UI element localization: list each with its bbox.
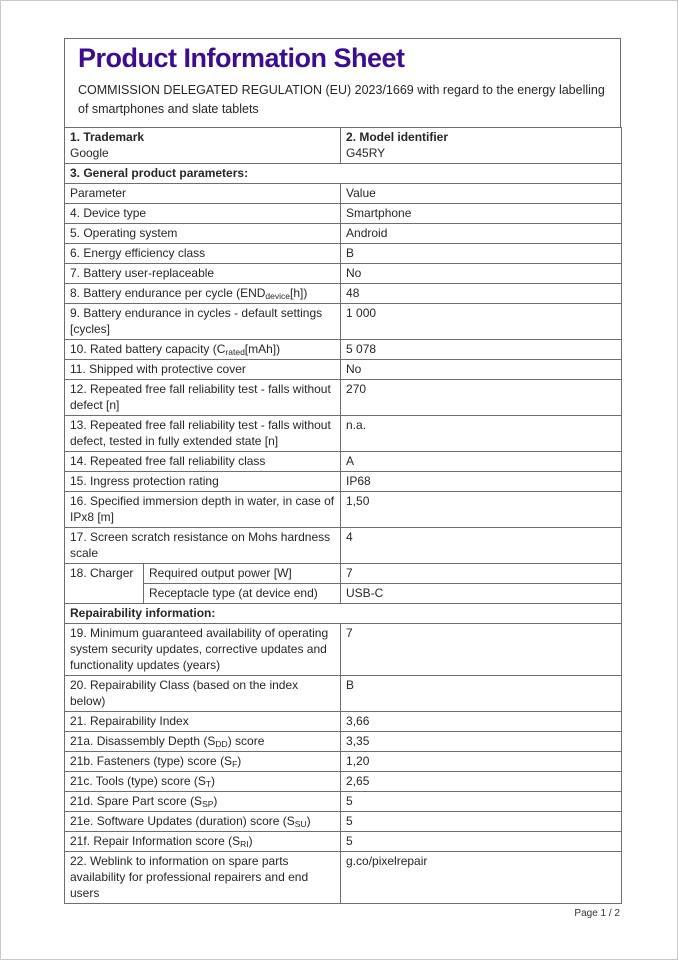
row-scratch-resistance [65,527,622,563]
row-repairability-class [65,675,622,711]
section-repairability-label: Repairability information: [65,603,622,623]
parameter-text: 21d. Spare Part score (S [70,793,203,808]
value-cell: USB-C [341,583,622,603]
value-cell: 48 [341,283,622,303]
parameter-text: ) [248,833,253,848]
parameter-cell: 19. Minimum guaranteed availability of operating system security updates, corrective updates and functionality updates (years) [65,623,341,675]
parameter-subscript: T [205,778,212,789]
value-cell: 1,50 [341,491,622,527]
row-os-updates-availability [65,623,622,675]
parameter-cell: 5. Operating system [65,223,341,243]
parameter-subscript: RI [240,838,249,849]
parameter-cell: 14. Repeated free fall reliability class [65,451,341,471]
row-free-fall-test-extended [65,415,622,451]
value-cell: 270 [341,379,622,415]
parameter-text: 21a. Disassembly Depth (S [70,733,216,748]
parameter-cell [65,283,341,303]
section-general-parameters [65,163,622,183]
parameter-cell: 16. Specified immersion depth in water, in case of IPx8 [m] [65,491,341,527]
weblink-value: g.co/pixelrepair [341,851,622,903]
parameter-cell: 6. Energy efficiency class [65,243,341,263]
value-cell: 5 078 [341,339,622,359]
parameter-cell: 11. Shipped with protective cover [65,359,341,379]
value-cell: 1 000 [341,303,622,339]
parameter-subscript: device [265,290,290,301]
value-cell: No [341,359,622,379]
parameter-text: 21c. Tools (type) score (S [70,773,206,788]
page-title: Product Information Sheet [78,43,405,73]
row-free-fall-class [65,451,622,471]
model-identifier-cell [341,127,622,163]
trademark-value: Google [70,145,109,160]
value-cell: A [341,451,622,471]
parameter-cell: 17. Screen scratch resistance on Mohs hardness scale [65,527,341,563]
row-rated-battery-capacity [65,339,622,359]
parameter-text: ) [237,753,242,768]
parameter-subscript: SP [202,798,214,809]
parameter-cell: 9. Battery endurance in cycles - default settings [cycles] [65,303,341,339]
parameter-text: ) [213,793,218,808]
section-general-label: 3. General product parameters: [65,163,622,183]
value-cell: 3,35 [341,731,622,751]
parameter-cell [65,771,341,791]
page-number: Page 1 / 2 [574,907,620,919]
parameter-cell: 4. Device type [65,203,341,223]
parameter-subscript: rated [225,346,245,357]
charger-sub-parameter-cell: Receptacle type (at device end) [144,583,341,603]
parameter-cell: 22. Weblink to information on spare parts availability for professional repairers and end users [65,851,341,903]
row-battery-endurance-in-cycles [65,303,622,339]
row-protective-cover [65,359,622,379]
row-charger-output-power [65,563,622,583]
parameter-cell: 15. Ingress protection rating [65,471,341,491]
row-energy-efficiency-class [65,243,622,263]
value-cell: 5 [341,811,622,831]
parameter-subscript: F [232,758,238,769]
row-battery-user-replaceable [65,263,622,283]
parameter-cell [65,751,341,771]
parameter-column-header: Parameter [65,183,341,203]
value-cell: B [341,675,622,711]
parameter-cell [65,731,341,751]
value-column-header: Value [341,183,622,203]
parameter-text: 8. Battery endurance per cycle (END [70,285,266,300]
column-header-row [65,183,622,203]
row-fasteners-score [65,751,622,771]
row-spare-part-score [65,791,622,811]
parameter-text: 10. Rated battery capacity (C [70,341,226,356]
row-repairability-index [65,711,622,731]
model-identifier-value: G45RY [346,145,386,160]
document-body [64,38,621,919]
value-cell: Android [341,223,622,243]
row-device-type [65,203,622,223]
row-charger-receptacle-type [65,583,622,603]
value-cell: n.a. [341,415,622,451]
value-cell: 5 [341,791,622,811]
value-cell: 2,65 [341,771,622,791]
parameter-text: ) [306,813,311,828]
parameter-text: [h]) [290,285,308,300]
trademark-label: 1. Trademark [70,129,145,144]
parameter-cell: 7. Battery user-replaceable [65,263,341,283]
value-cell: IP68 [341,471,622,491]
row-spare-parts-weblink [65,851,622,903]
parameter-text: 21f. Repair Information score (S [70,833,241,848]
value-cell: 7 [341,563,622,583]
row-free-fall-test [65,379,622,415]
charger-label-cell: 18. Charger [65,563,144,603]
row-operating-system [65,223,622,243]
regulation-subtitle: COMMISSION DELEGATED REGULATION (EU) 2023/1669 with regard to the energy labelling of smartphones and slate tablets [78,83,605,116]
parameter-text: [mAh]) [244,341,281,356]
row-disassembly-depth-score [65,731,622,751]
row-software-updates-score [65,811,622,831]
value-cell: 1,20 [341,751,622,771]
row-battery-endurance-per-cycle [65,283,622,303]
parameter-cell: 13. Repeated free fall reliability test - falls without defect, tested in fully extended state [n] [65,415,341,451]
value-cell: 3,66 [341,711,622,731]
parameter-cell: 20. Repairability Class (based on the index below) [65,675,341,711]
row-trademark-model [65,127,622,163]
value-cell: 4 [341,527,622,563]
parameter-text: ) [211,773,216,788]
title-block [64,38,621,128]
model-identifier-label: 2. Model identifier [346,129,449,144]
value-cell: 7 [341,623,622,675]
parameter-cell [65,831,341,851]
section-repairability [65,603,622,623]
row-immersion-depth [65,491,622,527]
value-cell: Smartphone [341,203,622,223]
parameter-cell: 12. Repeated free fall reliability test - falls without defect [n] [65,379,341,415]
value-cell: 5 [341,831,622,851]
parameter-cell [65,339,341,359]
parameter-cell: 21. Repairability Index [65,711,341,731]
parameter-cell [65,811,341,831]
parameter-text: ) score [227,733,265,748]
trademark-cell [65,127,341,163]
parameter-text: 21e. Software Updates (duration) score (S [70,813,295,828]
charger-sub-parameter-cell: Required output power [W] [144,563,341,583]
row-tools-score [65,771,622,791]
parameter-subscript: DD [215,738,228,749]
parameter-cell [65,791,341,811]
parameter-text: 21b. Fasteners (type) score (S [70,753,233,768]
row-repair-information-score [65,831,622,851]
value-cell: B [341,243,622,263]
value-cell: No [341,263,622,283]
row-ingress-protection [65,471,622,491]
parameter-subscript: SU [294,818,307,829]
product-info-table [64,127,622,904]
